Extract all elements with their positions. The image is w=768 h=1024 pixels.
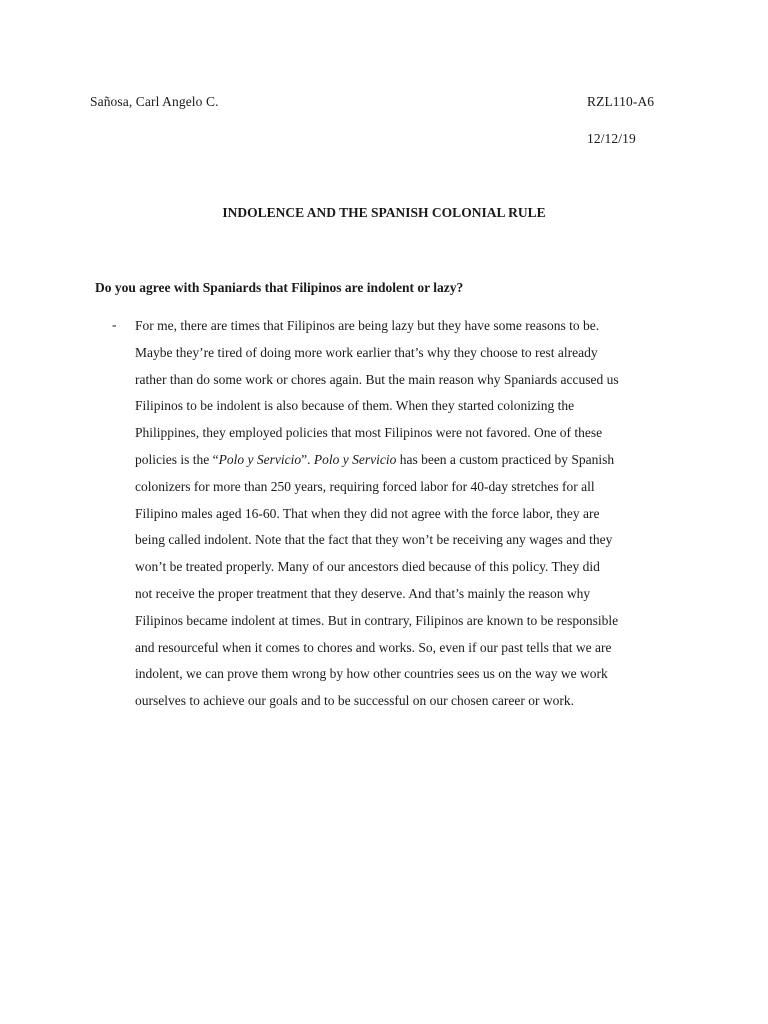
document-title: INDOLENCE AND THE SPANISH COLONIAL RULE	[222, 205, 546, 220]
question-heading: Do you agree with Spaniards that Filipinos are indolent or lazy?	[95, 280, 464, 295]
answer-line: Filipinos became indolent at times. But in contrary, Filipinos are known to be responsible	[135, 612, 619, 628]
italic-term: Polo y Servicio	[313, 451, 397, 467]
answer-text: has been a custom practiced by Spanish	[396, 451, 615, 467]
answer-line: indolent, we can prove them wrong by how other countries sees us on the way we work	[135, 666, 608, 682]
answer-line: being called indolent. Note that the fact that they won’t be receiving any wages and they	[135, 532, 613, 548]
document-date: 12/12/19	[587, 131, 636, 146]
answer-line: and resourceful when it comes to chores and works. So, even if our past tells that we are	[135, 639, 612, 655]
answer-line: ourselves to achieve our goals and to be successful on our chosen career or work.	[135, 693, 574, 709]
answer-paragraph	[135, 317, 680, 719]
bullet-dash: -	[112, 317, 117, 332]
answer-text: policies is the “	[135, 451, 219, 467]
answer-text: ”.	[301, 451, 314, 467]
answer-line: Filipinos to be indolent is also because of them. When they started colonizing the	[135, 398, 575, 414]
answer-line	[135, 451, 680, 478]
answer-line: Maybe they’re tired of doing more work earlier that’s why they choose to rest already	[135, 344, 598, 360]
answer-line: won’t be treated properly. Many of our ancestors died because of this policy. They did	[135, 559, 600, 575]
answer-line: colonizers for more than 250 years, requiring forced labor for 40-day stretches for all	[135, 478, 595, 494]
answer-line: rather than do some work or chores again. But the main reason why Spaniards accused us	[135, 371, 619, 387]
answer-line: not receive the proper treatment that they deserve. And that’s mainly the reason why	[135, 585, 591, 601]
author-name: Sañosa, Carl Angelo C.	[90, 94, 219, 109]
course-code: RZL110-A6	[587, 94, 655, 109]
answer-line: For me, there are times that Filipinos are being lazy but they have some reasons to be.	[135, 318, 600, 333]
answer-line: Philippines, they employed policies that most Filipinos were not favored. One of these	[135, 425, 603, 441]
italic-term: Polo y Servicio	[218, 451, 302, 467]
answer-line: Filipino males aged 16-60. That when they did not agree with the force labor, they are	[135, 505, 600, 521]
